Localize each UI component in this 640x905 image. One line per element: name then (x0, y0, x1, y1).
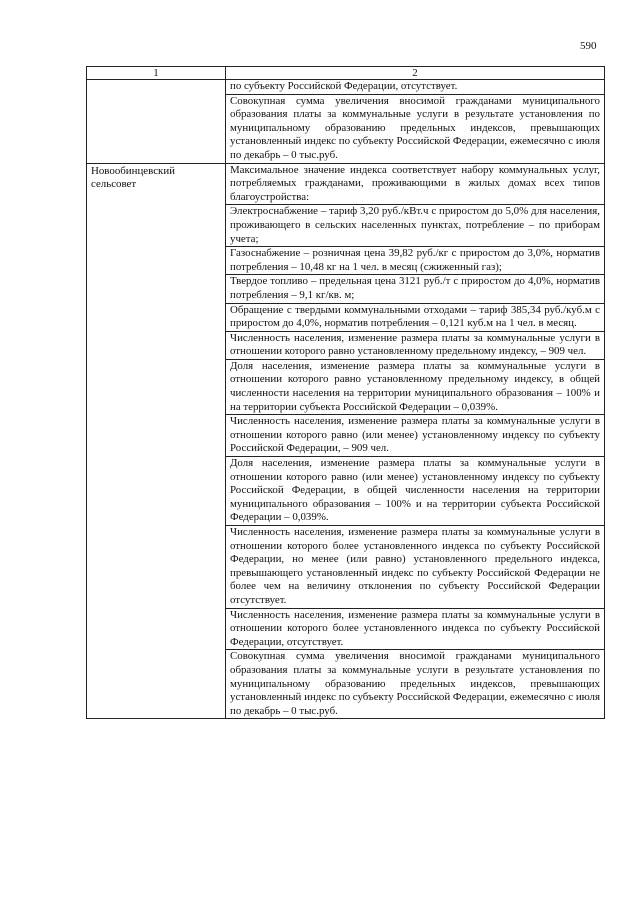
column-header-2: 2 (226, 67, 605, 80)
paragraph: Численность населения, изменение размера платы за коммунальные услуги в отношении которого равно (или менее) установленному индексу по субъекту Российской Федерации, – 909 чел. (226, 414, 604, 456)
paragraph: Совокупная сумма увеличения вносимой гражданами муниципального образования платы за коммунальные услуги в результате установления по муниципальному образованию предельных индексов, превышающих установленный индекс по субъекту Российской Федерации, ежемесячно с июля по декабрь – 0 тыс.руб. (226, 94, 604, 163)
paragraph: Электроснабжение – тариф 3,20 руб./кВт.ч с приростом до 5,0% для населения, проживающего в сельских населенных пунктах, потребление – по приборам учета; (226, 204, 604, 246)
paragraph: Численность населения, изменение размера платы за коммунальные услуги в отношении которого более установленного индекса по субъекту Российской Федерации, но менее (или равно) установленного предельного индекса, превышающего установленный индекс по субъекту Российской Федерации не более чем на величину отклонения по субъекту Российской Федерации отсутствует. (226, 525, 604, 608)
indices-table (86, 66, 605, 719)
paragraph: Совокупная сумма увеличения вносимой гражданами муниципального образования платы за коммунальные услуги в результате установления по муниципальному образованию предельных индексов, превышающих установленный индекс по субъекту Российской Федерации, ежемесячно с июля по декабрь – 0 тыс.руб. (226, 649, 604, 718)
table-row (87, 80, 605, 164)
municipality-name: Новообинцевский сельсовет (91, 164, 175, 191)
row-1-text-cell (226, 80, 605, 164)
table-header-row (87, 67, 605, 80)
paragraph: Доля населения, изменение размера платы за коммунальные услуги в отношении которого равно установленному предельному индексу, в общей численности населения на территории муниципального образования – 100% и на территории субъекта Российской Федерации – 0,039%. (226, 359, 604, 414)
row-2-name-cell (87, 163, 226, 719)
paragraph: Газоснабжение – розничная цена 39,82 руб./кг с приростом до 3,0%, норматив потребления – 10,48 кг на 1 чел. в месяц (сжиженный газ); (226, 246, 604, 274)
paragraph: Обращение с твердыми коммунальными отходами – тариф 385,34 руб./куб.м с приростом до 4,0%, норматив потребления – 0,121 куб.м на 1 чел. в месяц. (226, 303, 604, 331)
row-2-text-cell (226, 163, 605, 719)
table-row (87, 163, 605, 719)
paragraph: Доля населения, изменение размера платы за коммунальные услуги в отношении которого равно (или менее) установленному индексу по субъекту Российской Федерации, в общей численности населения на территории муниципального образования – 100% и на территории субъекта Российской Федерации – 0,039%. (226, 456, 604, 525)
paragraph: Численность населения, изменение размера платы за коммунальные услуги в отношении которого равно установленному предельному индексу, – 909 чел. (226, 331, 604, 359)
paragraph: Твердое топливо – предельная цена 3121 руб./т с приростом до 4,0%, норматив потребления – 9,1 кг/кв. м; (226, 274, 604, 302)
page-number: 590 (580, 40, 597, 52)
paragraph: Максимальное значение индекса соответствует набору коммунальных услуг, потребляемых гражданами, проживающими в жилых домах всех типов благоустройства: (230, 163, 600, 203)
paragraph: Численность населения, изменение размера платы за коммунальные услуги в отношении которого более установленного индекса по субъекту Российской Федерации, отсутствует. (226, 608, 604, 650)
paragraph: по субъекту Российской Федерации, отсутствует. (230, 80, 458, 92)
row-1-name-cell (87, 80, 226, 164)
column-header-1: 1 (87, 67, 226, 80)
